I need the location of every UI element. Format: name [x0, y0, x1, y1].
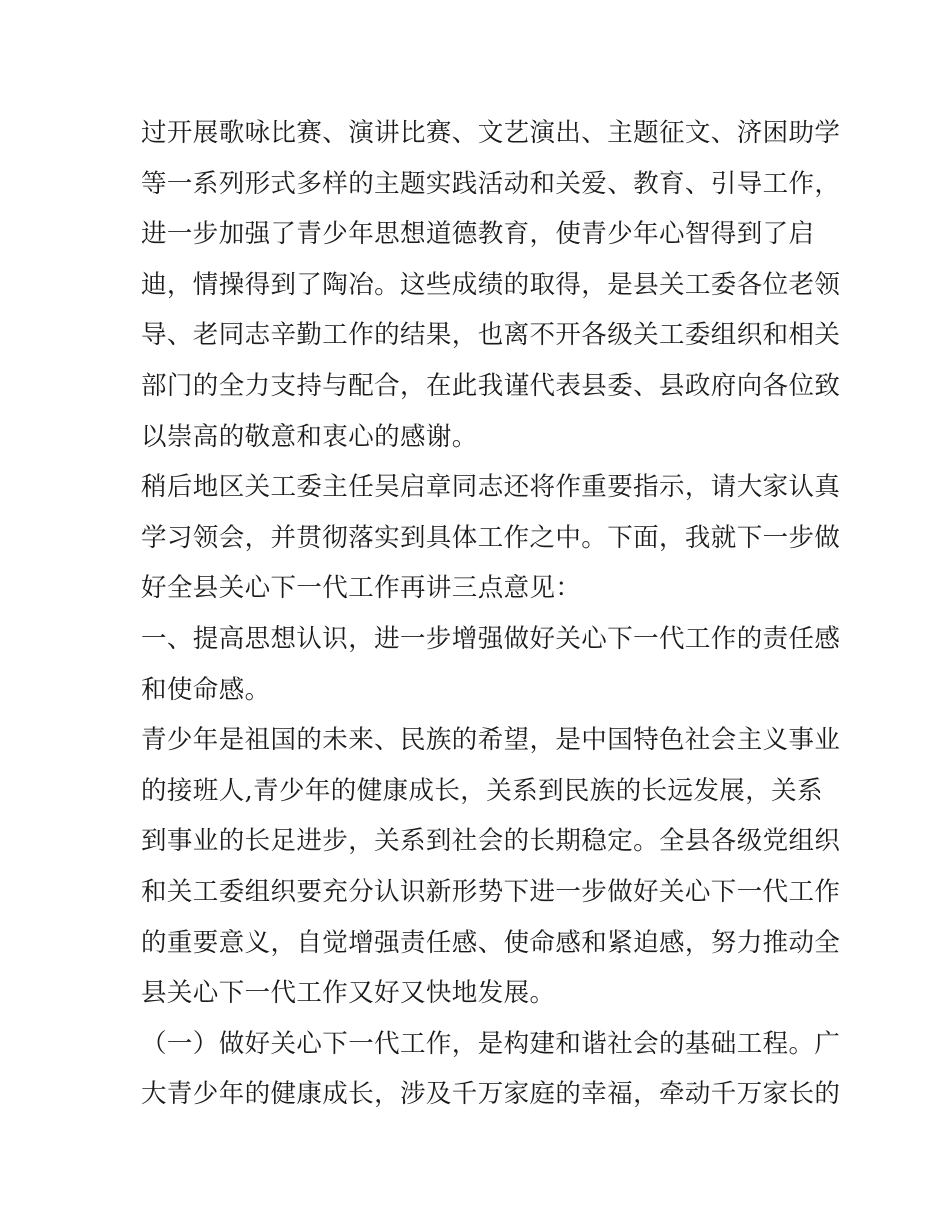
text-line: （一）做好关心下一代工作，是构建和谐社会的基础工程。广 — [141, 1028, 841, 1059]
text-line: 稍后地区关工委主任吴启章同志还将作重要指示，请大家认真 — [141, 472, 841, 503]
text-line: 到事业的长足进步，关系到社会的长期稳定。全县各级党组织 — [141, 826, 841, 857]
text-line: 迪，情操得到了陶冶。这些成绩的取得，是县关工委各位老领 — [141, 269, 841, 300]
text-line: 以崇高的敬意和衷心的感谢。 — [141, 421, 478, 452]
text-line: 青少年是祖国的未来、民族的希望，是中国特色社会主义事业 — [141, 725, 841, 756]
text-line: 的接班人,青少年的健康成长，关系到民族的长远发展，关系 — [141, 775, 823, 806]
text-line: 部门的全力支持与配合，在此我谨代表县委、县政府向各位致 — [141, 370, 841, 401]
text-line: 导、老同志辛勤工作的结果，也离不开各级关工委组织和相关 — [141, 320, 841, 351]
text-line: 的重要意义，自觉增强责任感、使命感和紧迫感，努力推动全 — [141, 927, 841, 958]
text-line: 大青少年的健康成长，涉及千万家庭的幸福，牵动千万家长的 — [141, 1079, 841, 1110]
section-heading: 一、提高思想认识，进一步增强做好关心下一代工作的责任感 — [141, 623, 841, 654]
document-body — [141, 108, 841, 1120]
text-line: 和关工委组织要充分认识新形势下进一步做好关心下一代工作 — [141, 876, 841, 907]
text-line: 学习领会，并贯彻落实到具体工作之中。下面，我就下一步做 — [141, 522, 841, 553]
text-line: 进一步加强了青少年思想道德教育，使青少年心智得到了启 — [141, 219, 815, 250]
section-heading: 和使命感。 — [141, 674, 271, 705]
text-line: 好全县关心下一代工作再讲三点意见： — [141, 573, 582, 604]
text-line: 县关心下一代工作又好又快地发展。 — [141, 978, 556, 1009]
text-line: 等一系列形式多样的主题实践活动和关爱、教育、引导工作， — [141, 168, 841, 199]
text-line: 过开展歌咏比赛、演讲比赛、文艺演出、主题征文、济困助学 — [141, 118, 841, 148]
